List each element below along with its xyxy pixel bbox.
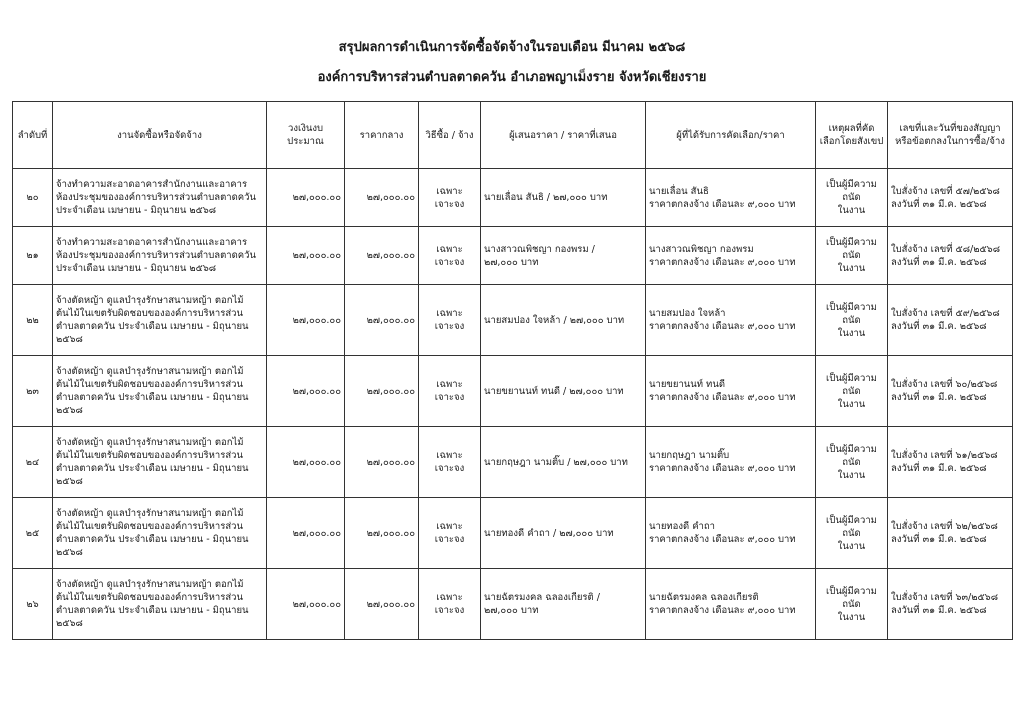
table-row — [13, 427, 1013, 498]
cell-median-price: ๒๗,๐๐๐.๐๐ — [345, 569, 419, 640]
cell-median-price: ๒๗,๐๐๐.๐๐ — [345, 356, 419, 427]
cell-job: จ้างตัดหญ้า ดูแลบำรุงรักษาสนามหญ้า ตอกไม้ ต้นไม้ในเขตรับผิดชอบขององค์การบริหารส่วน ตำบลตาดควัน ประจำเดือน เมษายน - มิถุนายน ๒๕๖๘ — [53, 427, 267, 498]
column-header-bidder: ผู้เสนอราคา / ราคาที่เสนอ — [481, 102, 646, 169]
cell-method: เฉพาะเจาะจง — [419, 169, 481, 227]
cell-method: เฉพาะเจาะจง — [419, 227, 481, 285]
column-header-job: งานจัดซื้อหรือจัดจ้าง — [53, 102, 267, 169]
cell-no: ๒๕ — [13, 498, 53, 569]
cell-bidder: นายกฤษฎา นามติ๊บ / ๒๗,๐๐๐ บาท — [481, 427, 646, 498]
cell-no: ๒๒ — [13, 285, 53, 356]
cell-no: ๒๓ — [13, 356, 53, 427]
cell-contract: ใบสั่งจ้าง เลขที่ ๕๘/๒๕๖๘ ลงวันที่ ๓๑ มี.ค. ๒๕๖๘ — [888, 227, 1013, 285]
cell-winner: นายขยานนท์ ทนดี ราคาตกลงจ้าง เดือนละ ๙,๐๐๐ บาท — [646, 356, 816, 427]
page-title: สรุปผลการดำเนินการจัดซื้อจัดจ้างในรอบเดือน มีนาคม ๒๕๖๘ — [338, 40, 686, 55]
cell-budget: ๒๗,๐๐๐.๐๐ — [267, 569, 345, 640]
cell-median-price: ๒๗,๐๐๐.๐๐ — [345, 427, 419, 498]
cell-job: จ้างตัดหญ้า ดูแลบำรุงรักษาสนามหญ้า ตอกไม้ ต้นไม้ในเขตรับผิดชอบขององค์การบริหารส่วน ตำบลตาดควัน ประจำเดือน เมษายน - มิถุนายน ๒๕๖๘ — [53, 285, 267, 356]
cell-method: เฉพาะเจาะจง — [419, 427, 481, 498]
cell-budget: ๒๗,๐๐๐.๐๐ — [267, 169, 345, 227]
column-header-winner: ผู้ที่ได้รับการคัดเลือก/ราคา — [646, 102, 816, 169]
cell-reason: เป็นผู้มีความถนัด ในงาน — [816, 227, 888, 285]
column-header-reason: เหตุผลที่คัดเลือกโดยสังเขป — [816, 102, 888, 169]
column-header-budget: วงเงินงบประมาณ — [267, 102, 345, 169]
cell-method: เฉพาะเจาะจง — [419, 498, 481, 569]
cell-job: จ้างทำความสะอาดอาคารสำนักงานและอาคาร ห้องประชุมขององค์การบริหารส่วนตำบลตาดควัน ประจำเดือน เมษายน - มิถุนายน ๒๕๖๘ — [53, 227, 267, 285]
table-row — [13, 285, 1013, 356]
cell-median-price: ๒๗,๐๐๐.๐๐ — [345, 227, 419, 285]
cell-budget: ๒๗,๐๐๐.๐๐ — [267, 285, 345, 356]
cell-method: เฉพาะเจาะจง — [419, 569, 481, 640]
page-subtitle: องค์การบริหารส่วนตำบลตาดควัน อำเภอพญาเม็งราย จังหวัดเชียงราย — [317, 70, 707, 85]
cell-median-price: ๒๗,๐๐๐.๐๐ — [345, 169, 419, 227]
column-header-contract: เลขที่และวันที่ของสัญญาหรือข้อตกลงในการซื้อ/จ้าง — [888, 102, 1013, 169]
cell-job: จ้างตัดหญ้า ดูแลบำรุงรักษาสนามหญ้า ตอกไม้ ต้นไม้ในเขตรับผิดชอบขององค์การบริหารส่วน ตำบลตาดควัน ประจำเดือน เมษายน - มิถุนายน ๒๕๖๘ — [53, 356, 267, 427]
cell-budget: ๒๗,๐๐๐.๐๐ — [267, 427, 345, 498]
table-header-row — [13, 102, 1013, 169]
table-row — [13, 498, 1013, 569]
cell-winner: นายกฤษฎา นามติ๊บ ราคาตกลงจ้าง เดือนละ ๙,๐๐๐ บาท — [646, 427, 816, 498]
cell-no: ๒๑ — [13, 227, 53, 285]
cell-budget: ๒๗,๐๐๐.๐๐ — [267, 356, 345, 427]
cell-reason: เป็นผู้มีความถนัด ในงาน — [816, 169, 888, 227]
cell-budget: ๒๗,๐๐๐.๐๐ — [267, 498, 345, 569]
table-row — [13, 169, 1013, 227]
cell-median-price: ๒๗,๐๐๐.๐๐ — [345, 285, 419, 356]
table-row — [13, 227, 1013, 285]
cell-reason: เป็นผู้มีความถนัด ในงาน — [816, 498, 888, 569]
cell-bidder: นายฉัตรมงคล ฉลองเกียรติ / ๒๗,๐๐๐ บาท — [481, 569, 646, 640]
cell-bidder: นายเลื่อน สันธิ / ๒๗,๐๐๐ บาท — [481, 169, 646, 227]
cell-job: จ้างตัดหญ้า ดูแลบำรุงรักษาสนามหญ้า ตอกไม้ ต้นไม้ในเขตรับผิดชอบขององค์การบริหารส่วน ตำบลตาดควัน ประจำเดือน เมษายน - มิถุนายน ๒๕๖๘ — [53, 569, 267, 640]
cell-winner: นายทองดี คำถา ราคาตกลงจ้าง เดือนละ ๙,๐๐๐ บาท — [646, 498, 816, 569]
cell-contract: ใบสั่งจ้าง เลขที่ ๖๓/๒๕๖๘ ลงวันที่ ๓๑ มี.ค. ๒๕๖๘ — [888, 569, 1013, 640]
column-header-no: ลำดับที่ — [13, 102, 53, 169]
cell-winner: นายเลื่อน สันธิ ราคาตกลงจ้าง เดือนละ ๙,๐๐๐ บาท — [646, 169, 816, 227]
cell-job: จ้างทำความสะอาดอาคารสำนักงานและอาคาร ห้องประชุมขององค์การบริหารส่วนตำบลตาดควัน ประจำเดือน เมษายน - มิถุนายน ๒๕๖๘ — [53, 169, 267, 227]
cell-contract: ใบสั่งจ้าง เลขที่ ๖๒/๒๕๖๘ ลงวันที่ ๓๑ มี.ค. ๒๕๖๘ — [888, 498, 1013, 569]
cell-job: จ้างตัดหญ้า ดูแลบำรุงรักษาสนามหญ้า ตอกไม้ ต้นไม้ในเขตรับผิดชอบขององค์การบริหารส่วน ตำบลตาดควัน ประจำเดือน เมษายน - มิถุนายน ๒๕๖๘ — [53, 498, 267, 569]
cell-reason: เป็นผู้มีความถนัด ในงาน — [816, 356, 888, 427]
cell-bidder: นายสมปอง ใจหล้า / ๒๗,๐๐๐ บาท — [481, 285, 646, 356]
cell-no: ๒๐ — [13, 169, 53, 227]
cell-bidder: นายขยานนท์ ทนดี / ๒๗,๐๐๐ บาท — [481, 356, 646, 427]
cell-budget: ๒๗,๐๐๐.๐๐ — [267, 227, 345, 285]
cell-bidder: นายทองดี คำถา / ๒๗,๐๐๐ บาท — [481, 498, 646, 569]
column-header-method: วิธีซื้อ / จ้าง — [419, 102, 481, 169]
cell-contract: ใบสั่งจ้าง เลขที่ ๕๙/๒๕๖๘ ลงวันที่ ๓๑ มี.ค. ๒๕๖๘ — [888, 285, 1013, 356]
cell-reason: เป็นผู้มีความถนัด ในงาน — [816, 569, 888, 640]
cell-bidder: นางสาวณพิชญา กองพรม / ๒๗,๐๐๐ บาท — [481, 227, 646, 285]
table-row — [13, 569, 1013, 640]
cell-contract: ใบสั่งจ้าง เลขที่ ๕๗/๒๕๖๘ ลงวันที่ ๓๑ มี.ค. ๒๕๖๘ — [888, 169, 1013, 227]
procurement-table — [12, 101, 1013, 640]
cell-no: ๒๔ — [13, 427, 53, 498]
cell-contract: ใบสั่งจ้าง เลขที่ ๖๑/๒๕๖๘ ลงวันที่ ๓๑ มี.ค. ๒๕๖๘ — [888, 427, 1013, 498]
cell-winner: นายฉัตรมงคล ฉลองเกียรติ ราคาตกลงจ้าง เดือนละ ๙,๐๐๐ บาท — [646, 569, 816, 640]
cell-winner: นายสมปอง ใจหล้า ราคาตกลงจ้าง เดือนละ ๙,๐๐๐ บาท — [646, 285, 816, 356]
column-header-median-price: ราคากลาง — [345, 102, 419, 169]
cell-contract: ใบสั่งจ้าง เลขที่ ๖๐/๒๕๖๘ ลงวันที่ ๓๑ มี.ค. ๒๕๖๘ — [888, 356, 1013, 427]
cell-median-price: ๒๗,๐๐๐.๐๐ — [345, 498, 419, 569]
table-row — [13, 356, 1013, 427]
cell-method: เฉพาะเจาะจง — [419, 356, 481, 427]
cell-no: ๒๖ — [13, 569, 53, 640]
cell-winner: นางสาวณพิชญา กองพรม ราคาตกลงจ้าง เดือนละ ๙,๐๐๐ บาท — [646, 227, 816, 285]
cell-reason: เป็นผู้มีความถนัด ในงาน — [816, 427, 888, 498]
cell-reason: เป็นผู้มีความถนัด ในงาน — [816, 285, 888, 356]
cell-method: เฉพาะเจาะจง — [419, 285, 481, 356]
